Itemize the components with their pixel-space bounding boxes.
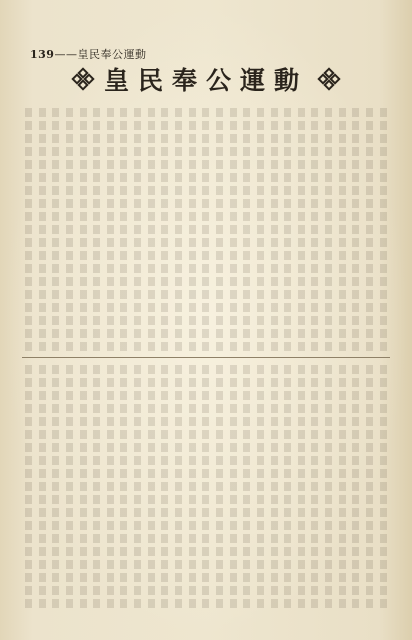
body-text	[22, 108, 390, 608]
text-column	[145, 365, 158, 608]
tier-divider	[22, 357, 390, 358]
text-column	[158, 108, 171, 351]
text-column	[199, 108, 212, 351]
text-column	[363, 365, 376, 608]
running-head-label: 皇民奉公運動	[77, 48, 147, 61]
text-column	[349, 108, 362, 351]
text-column	[186, 108, 199, 351]
text-column	[281, 108, 294, 351]
text-column	[213, 108, 226, 351]
text-column	[308, 365, 321, 608]
text-column	[295, 108, 308, 351]
text-column	[308, 108, 321, 351]
page-number: 139	[30, 48, 55, 61]
text-column	[240, 108, 253, 351]
text-column	[104, 365, 117, 608]
diamond-ornament-icon	[318, 68, 340, 90]
text-column	[254, 108, 267, 351]
text-column	[213, 365, 226, 608]
text-column	[240, 365, 253, 608]
running-head-dash: ——	[54, 48, 78, 61]
text-column	[22, 365, 35, 608]
text-column	[172, 108, 185, 351]
text-column	[227, 365, 240, 608]
lower-text-tier	[22, 365, 390, 608]
text-column	[117, 365, 130, 608]
running-head	[30, 46, 146, 62]
upper-text-tier	[22, 108, 390, 351]
text-column	[36, 365, 49, 608]
text-column	[268, 365, 281, 608]
text-column	[90, 108, 103, 351]
text-column	[145, 108, 158, 351]
text-column	[268, 108, 281, 351]
text-column	[322, 108, 335, 351]
title-bar	[0, 64, 412, 94]
text-column	[336, 365, 349, 608]
text-column	[186, 365, 199, 608]
text-column	[295, 365, 308, 608]
text-column	[281, 365, 294, 608]
text-column	[322, 365, 335, 608]
text-column	[254, 365, 267, 608]
text-column	[377, 365, 390, 608]
text-column	[336, 108, 349, 351]
text-column	[104, 108, 117, 351]
text-column	[63, 108, 76, 351]
text-column	[227, 108, 240, 351]
text-column	[349, 365, 362, 608]
text-column	[49, 108, 62, 351]
text-column	[49, 365, 62, 608]
text-column	[172, 365, 185, 608]
diamond-ornament-icon	[72, 68, 94, 90]
text-column	[77, 108, 90, 351]
text-column	[131, 365, 144, 608]
text-column	[377, 108, 390, 351]
text-column	[22, 108, 35, 351]
text-column	[77, 365, 90, 608]
text-column	[90, 365, 103, 608]
text-column	[36, 108, 49, 351]
text-column	[158, 365, 171, 608]
text-column	[63, 365, 76, 608]
text-column	[131, 108, 144, 351]
text-column	[363, 108, 376, 351]
page-title: 皇民奉公運動	[103, 66, 308, 95]
text-column	[199, 365, 212, 608]
text-column	[117, 108, 130, 351]
